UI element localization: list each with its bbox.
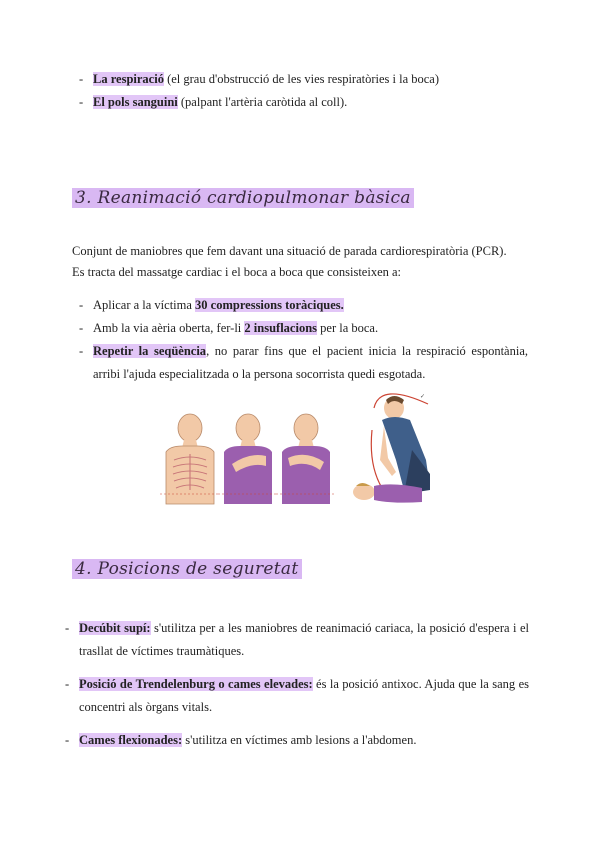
highlighted-term: Repetir la seqüència	[93, 344, 207, 358]
top-list	[79, 68, 563, 114]
bullet-dash: -	[79, 298, 84, 312]
purple-shirt-figure	[218, 414, 278, 504]
safety-positions-list	[65, 617, 529, 752]
list-item	[65, 617, 529, 663]
step-text: , no parar fins que el pacient inicia la respiració espontània, arribi l'ajuda especialitzada o la persona socorrista quedi esgotada.	[93, 344, 528, 381]
highlighted-term: 30 compressions toràciques.	[195, 298, 344, 312]
step-text: per la boca.	[317, 321, 379, 335]
cpr-illustration	[160, 390, 445, 508]
step-text: Amb la via aèria oberta, fer-li	[93, 321, 245, 335]
svg-text:✓: ✓	[420, 393, 426, 400]
highlighted-term: La respiració	[93, 72, 164, 86]
highlighted-term: Cames flexionades:	[79, 733, 183, 747]
bullet-dash: -	[65, 677, 70, 691]
bullet-dash: -	[79, 344, 84, 358]
list-item-text: s'utilitza per a les maniobres de reanimació cariaca, la posició d'espera i el trasllat de víctimes traumàtiques.	[79, 621, 529, 658]
list-item	[79, 91, 563, 114]
list-item	[65, 729, 529, 752]
highlighted-term: 2 insuflacions	[244, 321, 318, 335]
intro-line-1: Conjunt de maniobres que fem davant una situació de parada cardiorespiratòria (PCR).	[72, 244, 507, 258]
step-text: Aplicar a la víctima	[93, 298, 196, 312]
list-item	[79, 317, 528, 340]
bullet-dash: -	[65, 733, 70, 747]
list-item-text: (el grau d'obstrucció de les vies respiratòries i la boca)	[163, 72, 440, 86]
highlighted-term: El pols sanguini	[93, 95, 178, 109]
list-item-text: s'utilitza en víctimes amb lesions a l'abdomen.	[182, 733, 417, 747]
torso-ribs-figure	[160, 414, 220, 504]
bullet-dash: -	[79, 321, 84, 335]
bullet-dash: -	[65, 621, 70, 635]
purple-shirt-figure	[276, 414, 336, 504]
list-item	[65, 673, 529, 719]
list-item-text: és la posició antixoc. Ajuda que la sang es concentri als òrgans vitals.	[79, 677, 529, 714]
section-heading-safety-positions: 4. Posicions de seguretat	[72, 559, 302, 579]
list-item	[79, 340, 528, 386]
rescuer-compression-figure	[353, 393, 430, 503]
bullet-dash: -	[79, 72, 84, 86]
list-item	[79, 294, 528, 317]
highlighted-term: Posició de Trendelenburg o cames elevades:	[79, 677, 313, 691]
list-item-text: (palpant l'artèria caròtida al coll).	[177, 95, 348, 109]
section-heading-cpr: 3. Reanimació cardiopulmonar bàsica	[72, 188, 414, 208]
cpr-steps	[79, 294, 528, 386]
bullet-dash: -	[79, 95, 84, 109]
intro-line-2: Es tracta del massatge cardiac i el boca a boca que consisteixen a:	[72, 265, 402, 279]
highlighted-term: Decúbit supí:	[79, 621, 151, 635]
list-item	[79, 68, 563, 91]
